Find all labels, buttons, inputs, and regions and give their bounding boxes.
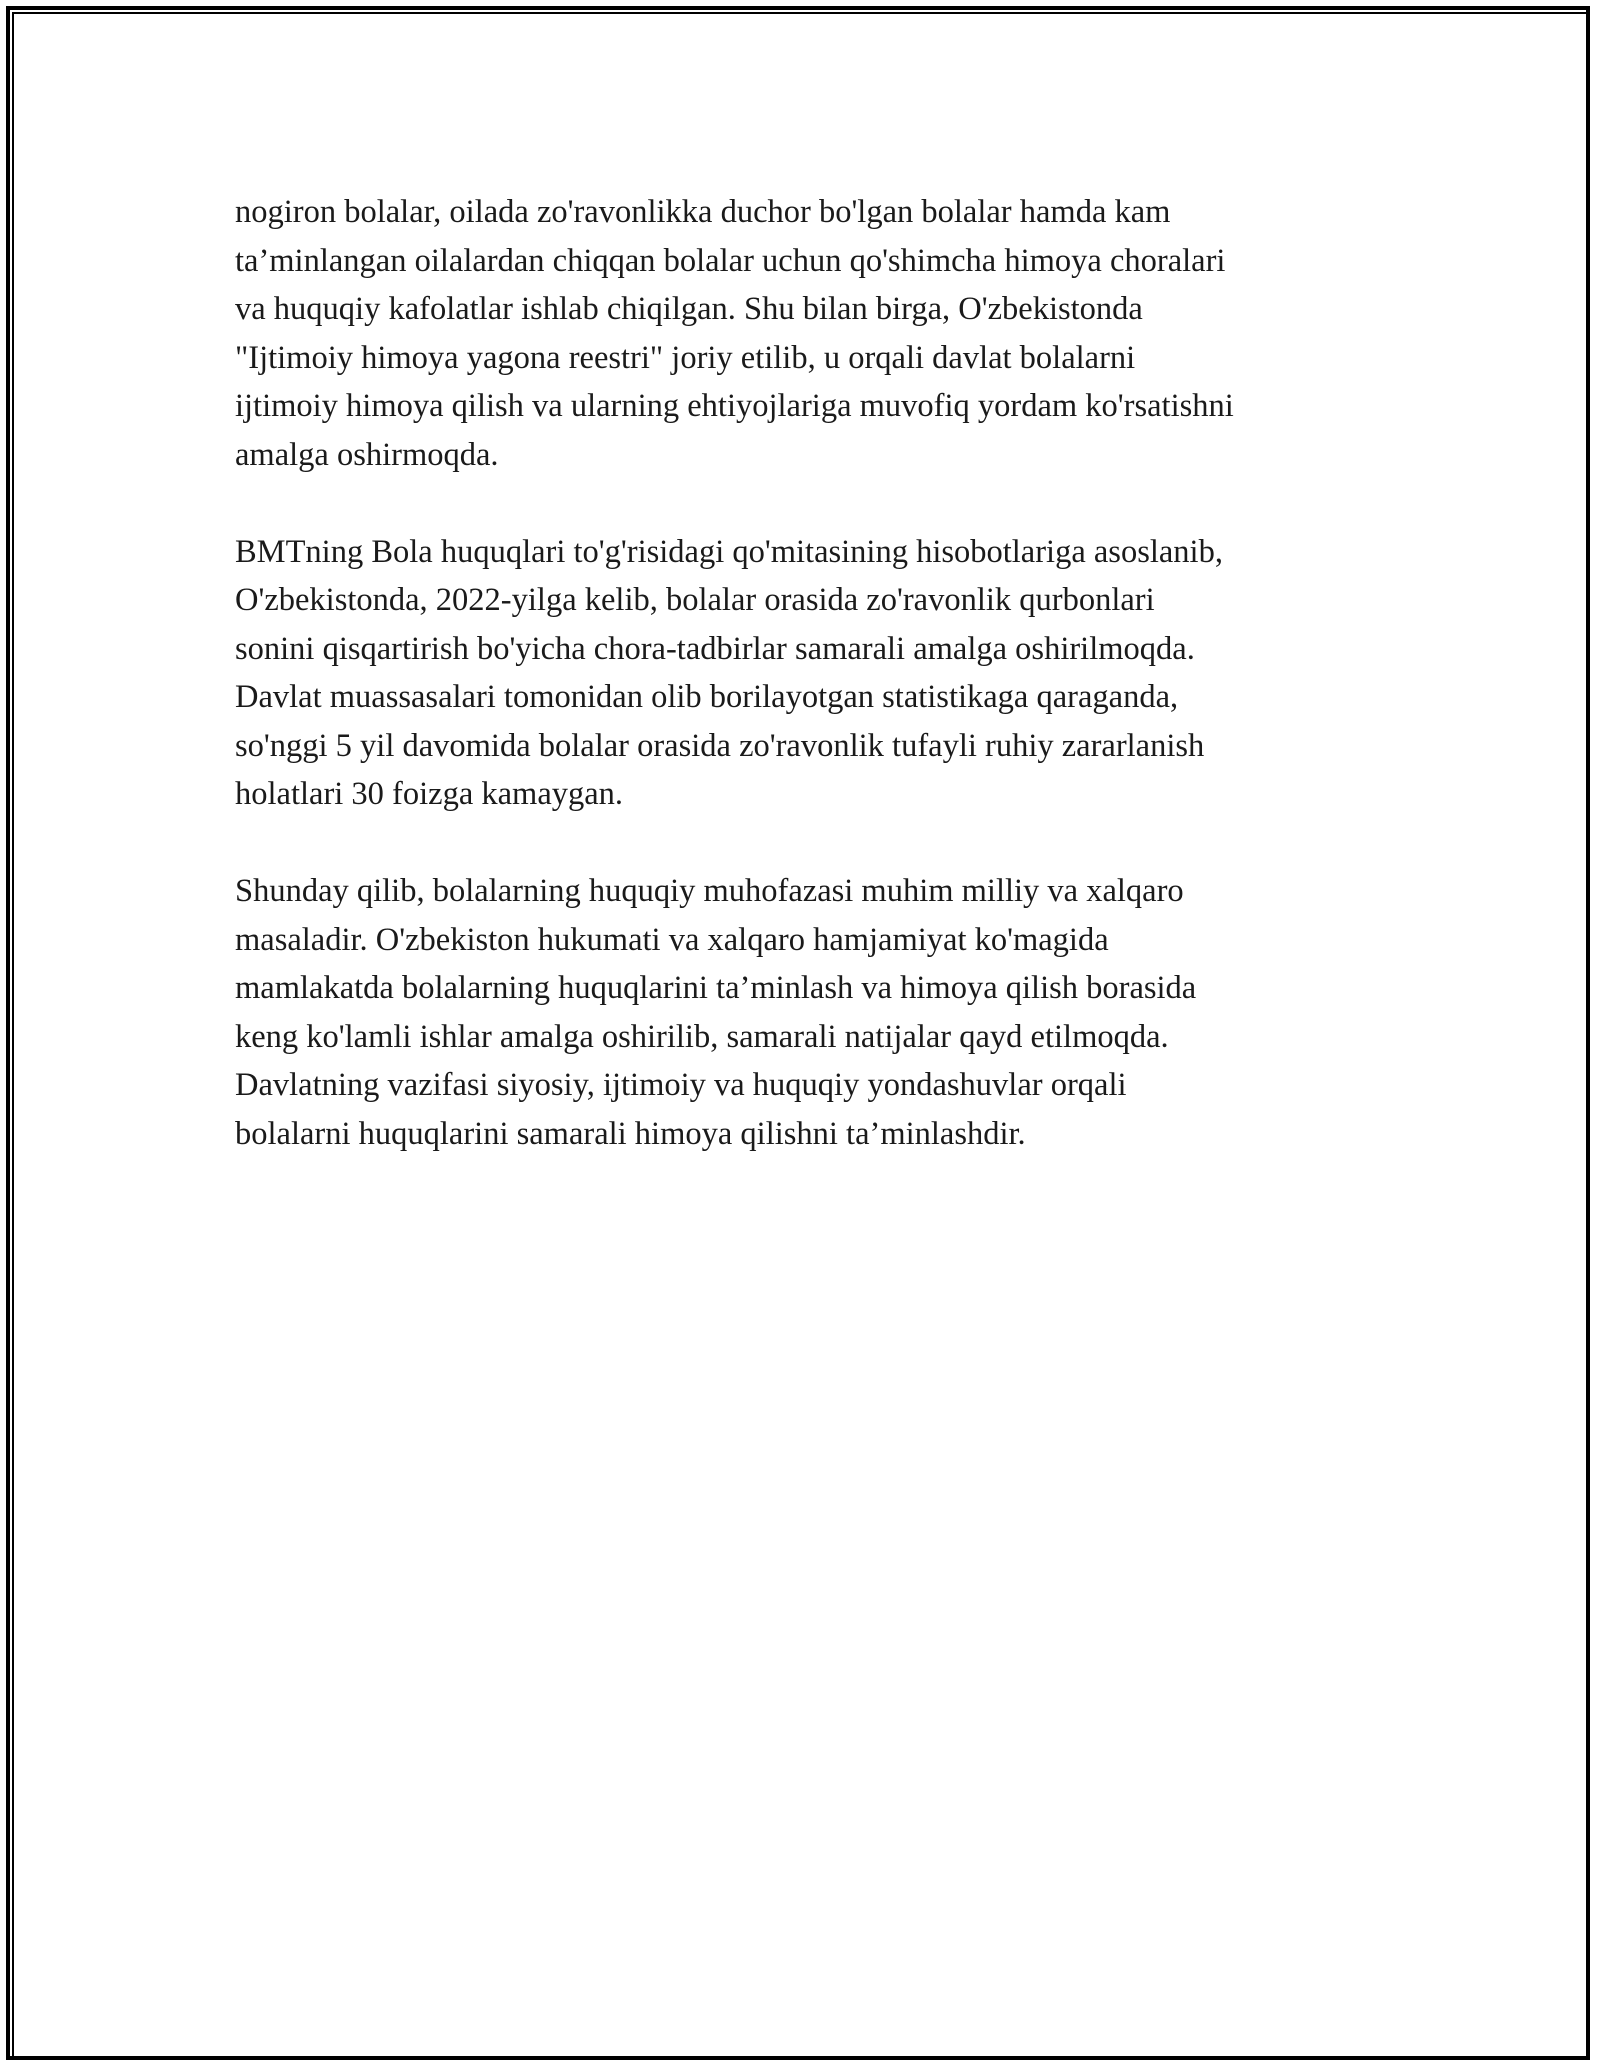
paragraph-un-committee-statistics: BMTning Bola huquqlari to'g'risidagi qo'mitasining hisobotlariga asoslanib, O'zbekistonda, 2022-yilga kelib, bolalar orasida zo'ravonlik qurbonlari sonini qisqartirish bo'yicha chora-tadbirlar samarali amalga oshirilmoqda. Davlat muassasalari tomonidan olib borilayotgan statistikaga qaraganda, so'nggi 5 yil davomida bolalar orasida zo'ravonlik tufayli ruhiy zararlanish holatlari 30 foizga kamaygan. bbox=[235, 533, 1223, 812]
paragraph-conclusion: Shunday qilib, bolalarning huquqiy muhofazasi muhim milliy va xalqaro masaladir. O'zbekiston hukumati va xalqaro hamjamiyat ko'magida mamlakatda bolalarning huquqlarini ta’minlash va himoya qilish borasida keng ko'lamli ishlar amalga oshirilib, samarali natijalar qayd etilmoqda. Davlatning vazifasi siyosiy, ijtimoiy va huquqiy yondashuvlar orqali bolalarni huquqlarini samarali himoya qilishni ta’minlashdir. bbox=[235, 873, 1197, 1152]
paragraph-social-protection: nogiron bolalar, oilada zo'ravonlikka duchor bo'lgan bolalar hamda kam ta’minlangan oilalardan chiqqan bolalar uchun qo'shimcha himoya choralari va huquqiy kafolatlar ishlab chiqilgan. Shu bilan birga, O'zbekistonda "Ijtimoiy himoya yagona reestri" joriy etilib, u orqali davlat bolalarni ijtimoiy himoya qilish va ularning ehtiyojlariga muvofiq yordam ko'rsatishni amalga oshirmoqda. bbox=[235, 194, 1234, 473]
document-body bbox=[235, 188, 1395, 1207]
